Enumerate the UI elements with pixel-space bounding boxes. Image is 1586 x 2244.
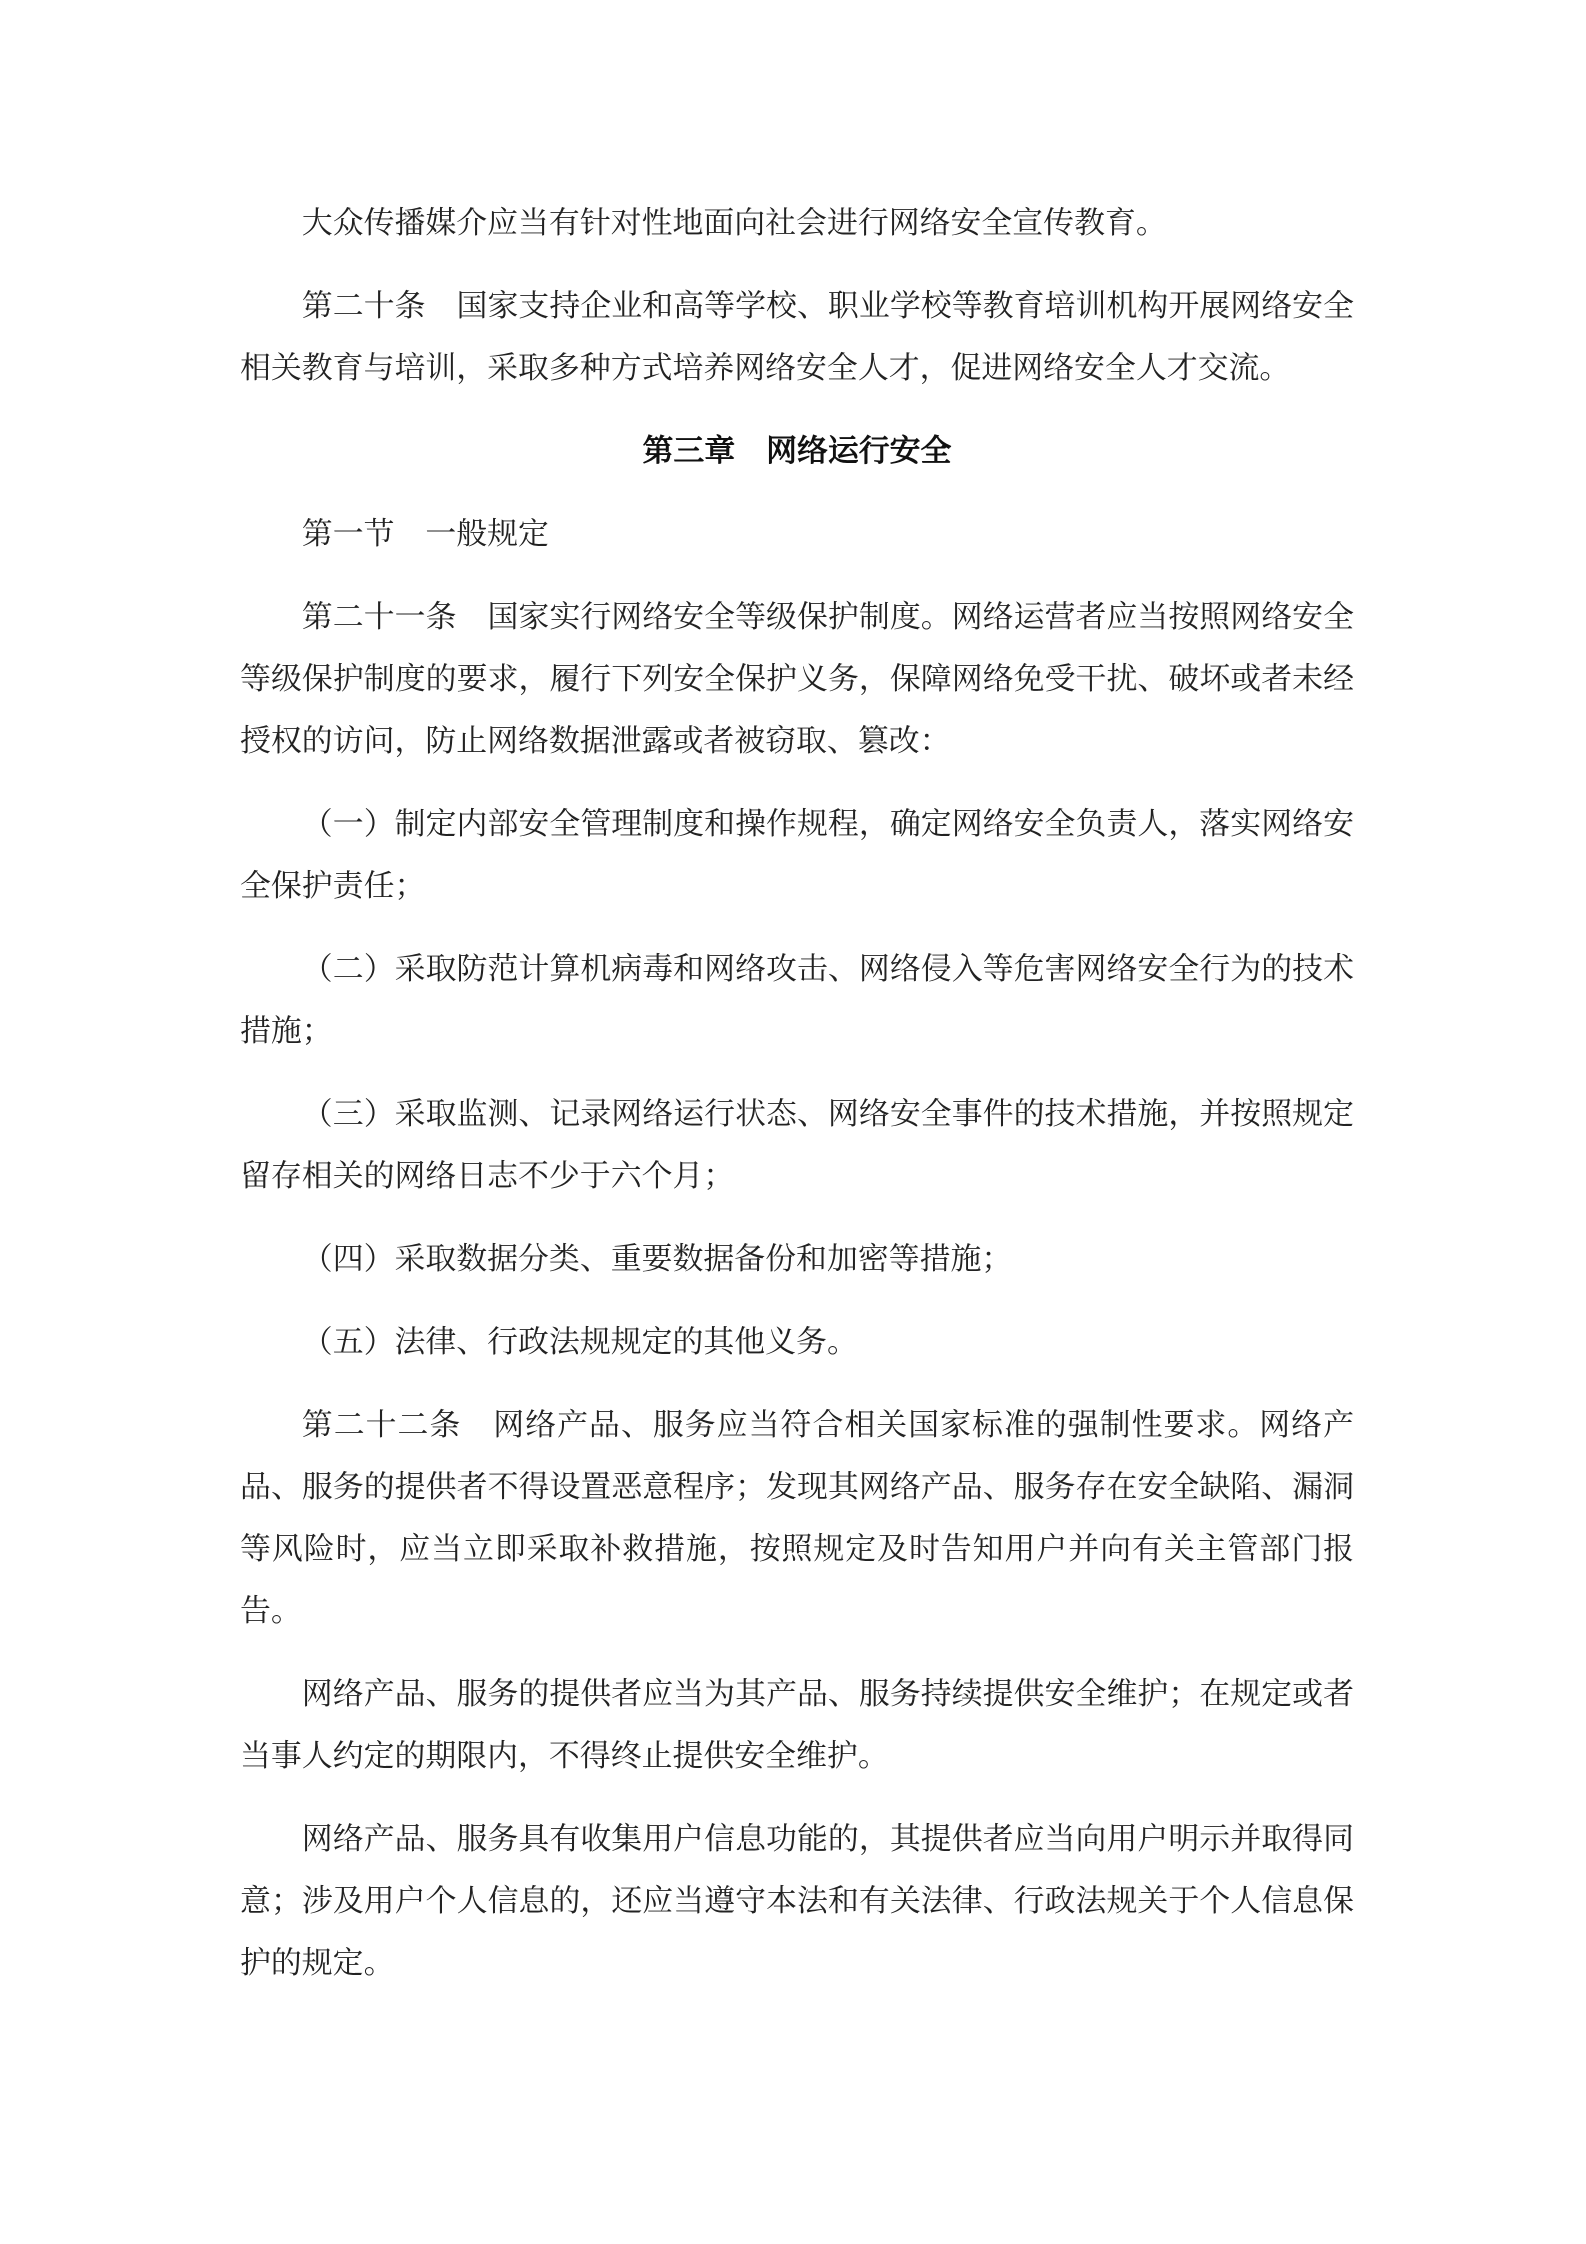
list-item: （一）制定内部安全管理制度和操作规程，确定网络安全负责人，落实网络安全保护责任； (240, 806, 1354, 904)
list-item: （二）采取防范计算机病毒和网络攻击、网络侵入等危害网络安全行为的技术措施； (240, 951, 1354, 1049)
section-heading: 第一节 一般规定 (301, 516, 549, 552)
article-20: 第二十条 国家支持企业和高等学校、职业学校等教育培训机构开展网络安全相关教育与培训，采取多种方式培养网络安全人才，促进网络安全人才交流。 (240, 288, 1354, 386)
article-22: 第二十二条 网络产品、服务应当符合相关国家标准的强制性要求。网络产品、服务的提供者不得设置恶意程序；发现其网络产品、服务存在安全缺陷、漏洞等风险时，应当立即采取补救措施，按照规定及时告知用户并向有关主管部门报告。 (240, 1407, 1354, 1629)
article-21: 第二十一条 国家实行网络安全等级保护制度。网络运营者应当按照网络安全等级保护制度的要求，履行下列安全保护义务，保障网络免受干扰、破坏或者未经授权的访问，防止网络数据泄露或者被窃取、篡改： (240, 599, 1354, 759)
paragraph: 网络产品、服务具有收集用户信息功能的，其提供者应当向用户明示并取得同意；涉及用户个人信息的，还应当遵守本法和有关法律、行政法规关于个人信息保护的规定。 (240, 1821, 1354, 1981)
paragraph: 网络产品、服务的提供者应当为其产品、服务持续提供安全维护；在规定或者当事人约定的期限内，不得终止提供安全维护。 (240, 1676, 1354, 1774)
list-item: （三）采取监测、记录网络运行状态、网络安全事件的技术措施，并按照规定留存相关的网络日志不少于六个月； (240, 1096, 1354, 1194)
document-page (240, 192, 1354, 2015)
list-item: （五）法律、行政法规规定的其他义务。 (301, 1324, 858, 1360)
chapter-heading: 第三章 网络运行安全 (642, 433, 952, 469)
paragraph: 大众传播媒介应当有针对性地面向社会进行网络安全宣传教育。 (301, 205, 1167, 241)
list-item: （四）采取数据分类、重要数据备份和加密等措施； (301, 1241, 1013, 1277)
